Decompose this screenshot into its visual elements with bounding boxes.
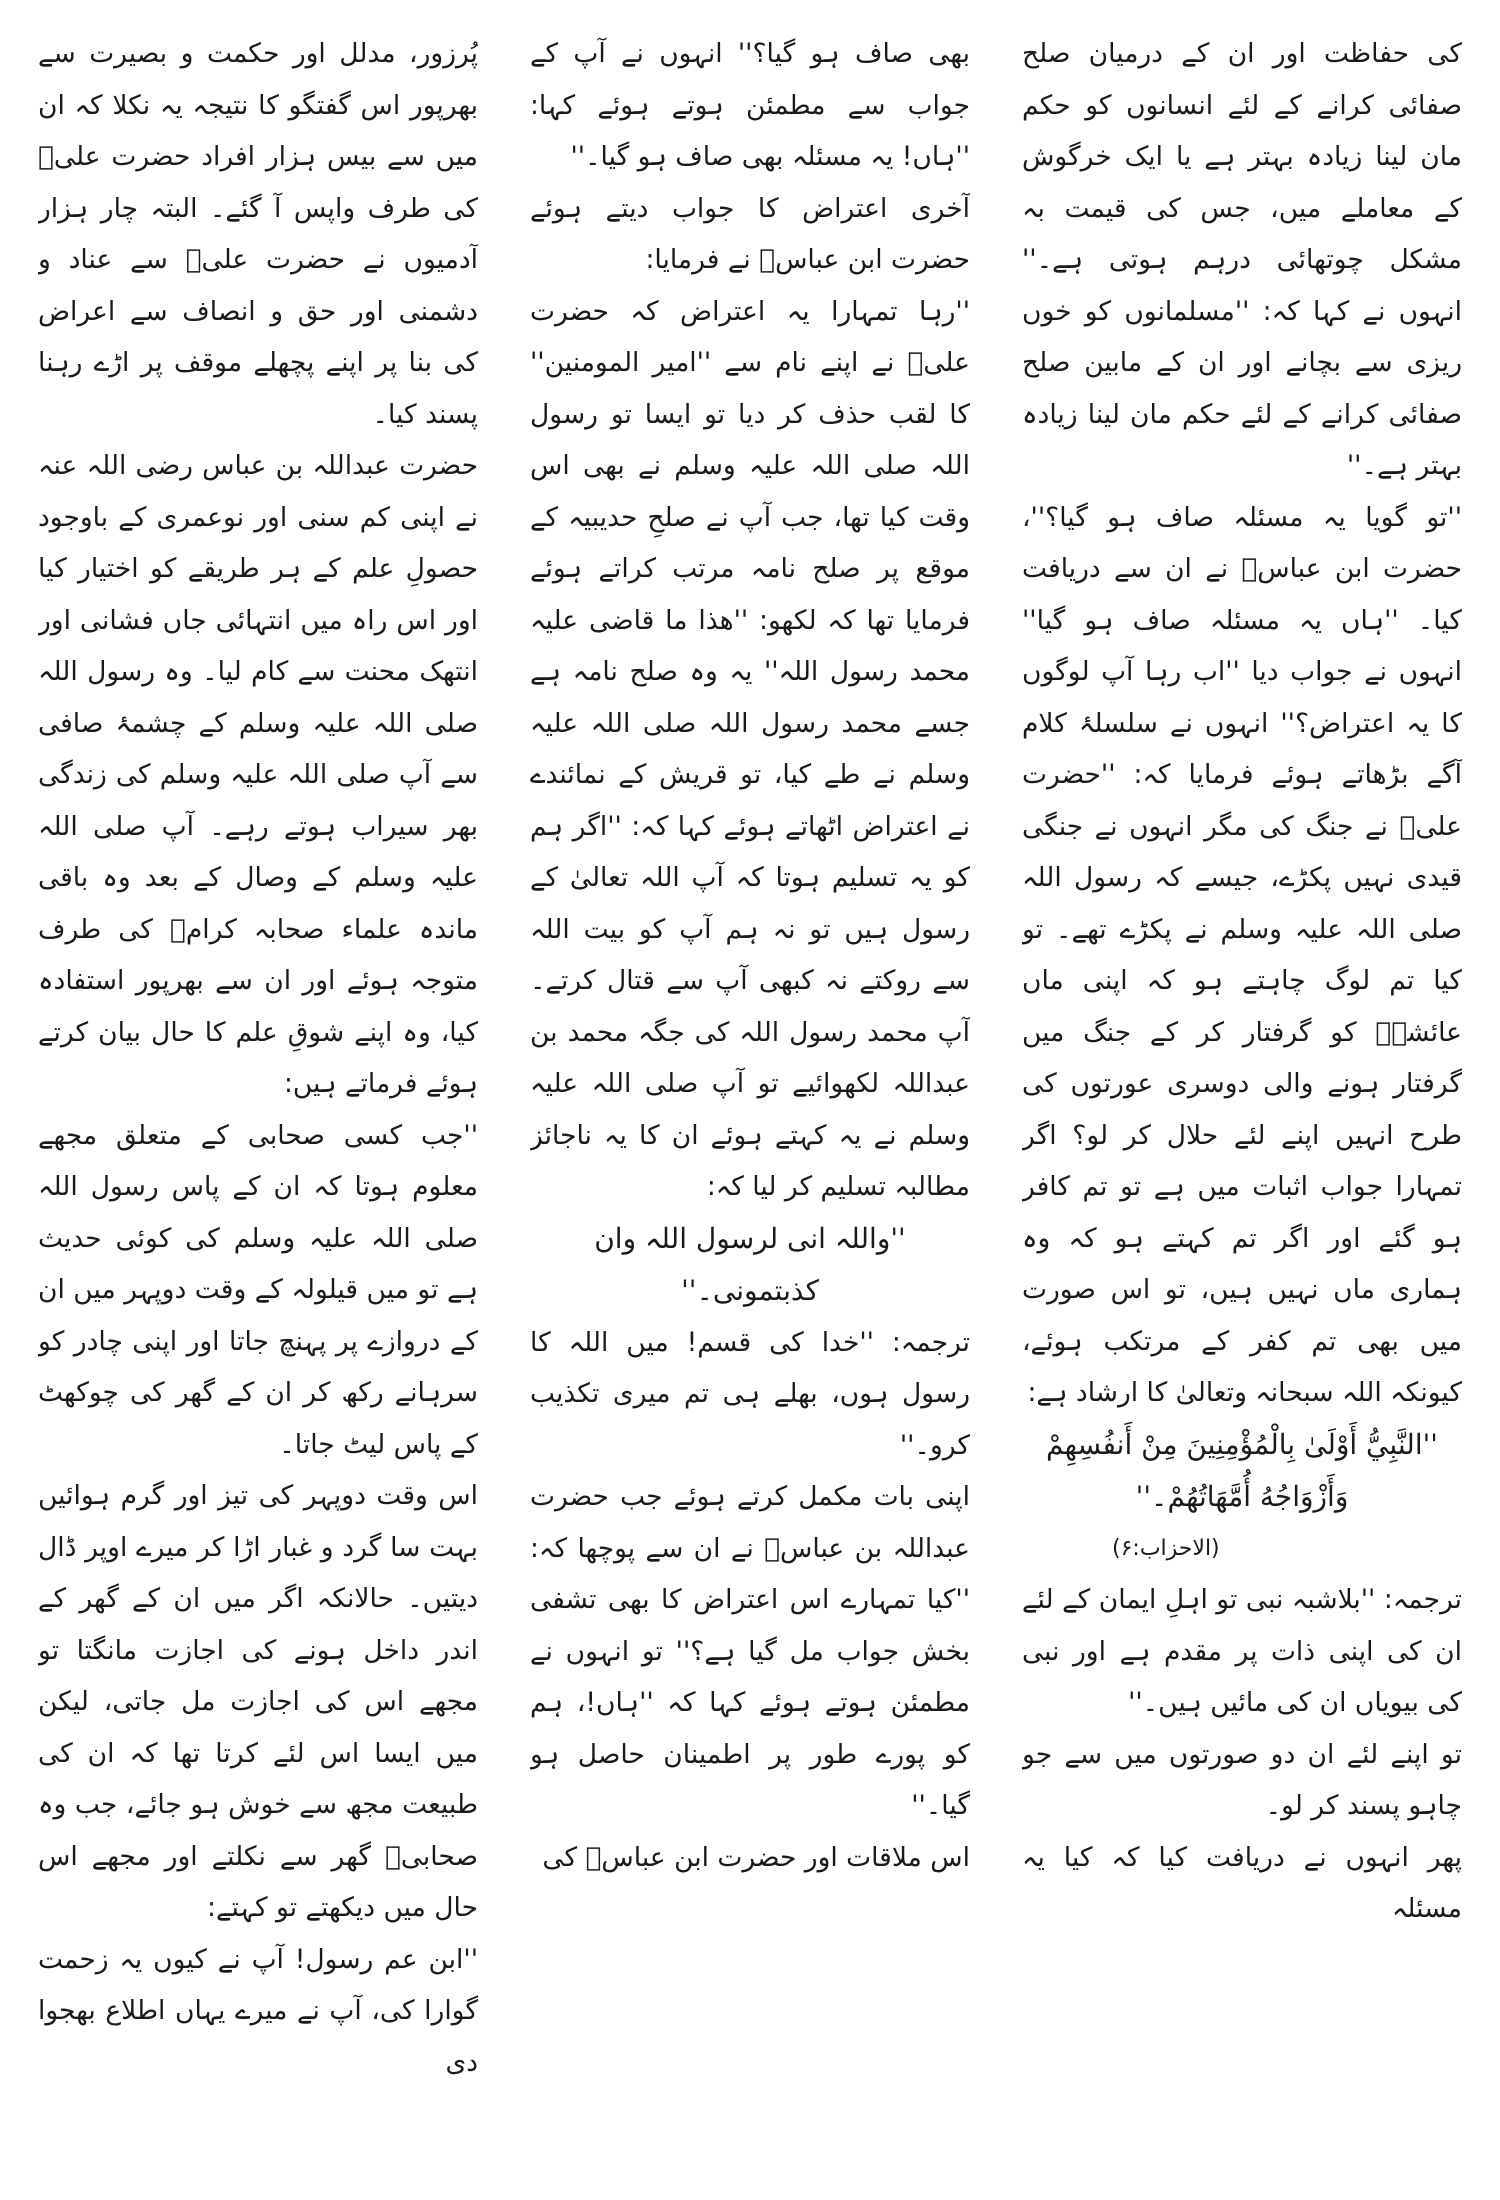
text-column-middle [530, 28, 970, 2178]
text-column-right [1022, 28, 1462, 2178]
quote-reference: (الاحزاب:۶) [1112, 1535, 1220, 1561]
paragraph: ''ابن عم رسول! آپ نے کیوں یہ زحمت گوارا کی، آپ نے میرے یہاں اطلاع بھجوا دی [38, 1943, 478, 2078]
paragraph: آخری اعتراض کا جواب دیتے ہوئے حضرت ابن عباسؓ نے فرمایا: [530, 192, 970, 275]
paragraph: حضرت عبداللہ بن عباس رضی اللہ عنہ نے اپنی کم سنی اور نوعمری کے باوجود حصولِ علم کے ہر طریقے کو اختیار کیا اور اس راہ میں انتہائی جاں فشانی اور انتھک محنت سے کام لیا۔ وہ رسول اللہ صلی اللہ علیہ وسلم کے چشمۂ صافی سے آپ صلی اللہ علیہ وسلم کی زندگی بھر سیراب ہوتے رہے۔ آپ صلی اللہ علیہ وسلم کے وصال کے بعد وہ باقی ماندہ علماء صحابہ کرامؓ کی طرف متوجہ ہوئے اور ان سے بھرپور استفادہ کیا، وہ اپنے شوقِ علم کا حال بیان کرتے ہوئے فرماتے ہیں: [38, 450, 478, 1099]
paragraph: ترجمہ: ''بلاشبہ نبی تو اہلِ ایمان کے لئے ان کی اپنی ذات پر مقدم ہے اور نبی کی بیویاں ان کی مائیں ہیں۔'' [1022, 1584, 1462, 1718]
paragraph: اس وقت دوپہر کی تیز اور گرم ہوائیں بہت سا گرد و غبار اڑا کر میرے اوپر ڈال دیتیں۔ حالانکہ اگر میں ان کے گھر کے اندر داخل ہونے کی اجازت مانگتا تو مجھے اس کی اجازت مل جاتی، لیکن میں ایسا اس لئے کرتا تھا کہ ان کی طبیعت مجھ سے خوش ہو جائے، جب وہ صحابیؓ گھر سے نکلتے اور مجھے اس حال میں دیکھتے تو کہتے: [38, 1480, 478, 1923]
paragraph: بھی صاف ہو گیا؟'' انہوں نے آپ کے جواب سے مطمئن ہوتے ہوئے کہا: ''ہاں! یہ مسئلہ بھی صاف ہو گیا۔'' [530, 38, 970, 172]
quran-quote: ''النَّبِيُّ أَوْلَىٰ بِالْمُؤْمِنِينَ مِنْ أَنفُسِهِمْ وَأَزْوَاجُهُ أُمَّهَاتُهُمْ۔'' [1046, 1427, 1438, 1513]
text-column-left [38, 28, 478, 2178]
paragraph: کی حفاظت اور ان کے درمیان صلح صفائی کرانے کے لئے انسانوں کو حکم مان لینا زیادہ بہتر ہے یا ایک خرگوش کے معاملے میں، جس کی قیمت بہ مشکل چوتھائی درہم ہوتی ہے۔'' انہوں نے کہا کہ: ''مسلمانوں کو خوں ریزی سے بچانے اور ان کے مابین صلح صفائی کرانے کے لئے حکم مان لینا زیادہ بہتر ہے۔'' [1022, 38, 1462, 481]
paragraph: تو اپنے لئے ان دو صورتوں میں سے جو چاہو پسند کر لو۔ [1022, 1738, 1462, 1821]
paragraph: اپنی بات مکمل کرتے ہوئے جب حضرت عبداللہ بن عباسؓ نے ان سے پوچھا کہ: ''کیا تمہارے اس اعتراض کا بھی تشفی بخش جواب مل گیا ہے؟'' تو انہوں نے مطمئن ہوتے ہوئے کہا کہ ''ہاں!، ہم کو پورے طور پر اطمینان حاصل ہو گیا۔'' [530, 1481, 970, 1821]
paragraph: ''رہا تمہارا یہ اعتراض کہ حضرت علیؓ نے اپنے نام سے ''امیر المومنین'' کا لقب حذف کر دیا تو ایسا تو رسول اللہ صلی اللہ علیہ وسلم نے بھی اس وقت کیا تھا، جب آپ نے صلحِ حدیبیہ کے موقع پر صلح نامہ مرتب کراتے ہوئے فرمایا تھا کہ لکھو: ''ھذا ما قاضی علیہ محمد رسول اللہ'' یہ وہ صلح نامہ ہے جسے محمد رسول اللہ صلی اللہ علیہ وسلم نے طے کیا، تو قریش کے نمائندے نے اعتراض اٹھاتے ہوئے کہا کہ: ''اگر ہم کو یہ تسلیم ہوتا کہ آپ اللہ تعالیٰ کے رسول ہیں تو نہ ہم آپ کو بیت اللہ سے روکتے نہ کبھی آپ سے قتال کرتے۔ آپ محمد رسول اللہ کی جگہ محمد بن عبداللہ لکھوائیے تو آپ صلی اللہ علیہ وسلم نے یہ کہتے ہوئے ان کا یہ ناجائز مطالبہ تسلیم کر لیا کہ: [530, 295, 970, 1202]
paragraph: اس ملاقات اور حضرت ابن عباسؓ کی [542, 1841, 970, 1873]
paragraph: پھر انہوں نے دریافت کیا کہ کیا یہ مسئلہ [1022, 1841, 1462, 1924]
paragraph: ''جب کسی صحابی کے متعلق مجھے معلوم ہوتا کہ ان کے پاس رسول اللہ صلی اللہ علیہ وسلم کی کوئی حدیث ہے تو میں قیلولہ کے وقت دوپہر میں ان کے دروازے پر پہنچ جاتا اور اپنی چادر کو سرہانے رکھ کر ان کے گھر کی چوکھٹ کے پاس لیٹ جاتا۔ [38, 1119, 478, 1460]
hadith-quote: ''واللہ انی لرسول اللہ وان کذبتمونی۔'' [594, 1221, 906, 1307]
paragraph: پُرزور، مدلل اور حکمت و بصیرت سے بھرپور اس گفتگو کا نتیجہ یہ نکلا کہ ان میں سے بیس ہزار افراد حضرت علیؓ کی طرف واپس آ گئے۔ البتہ چار ہزار آدمیوں نے حضرت علیؓ سے عناد و دشمنی اور حق و انصاف سے اعراض کی بنا پر اپنے پچھلے موقف پر اڑے رہنا پسند کیا۔ [38, 38, 478, 430]
paragraph: ترجمہ: ''خدا کی قسم! میں اللہ کا رسول ہوں، بھلے ہی تم میری تکذیب کرو۔'' [530, 1326, 970, 1461]
paragraph: ''تو گویا یہ مسئلہ صاف ہو گیا؟''، حضرت ابن عباسؓ نے ان سے دریافت کیا۔ ''ہاں یہ مسئلہ صاف ہو گیا'' انہوں نے جواب دیا ''اب رہا آپ لوگوں کا یہ اعتراض؟'' انہوں نے سلسلۂ کلام آگے بڑھاتے ہوئے فرمایا کہ: ''حضرت علیؓ نے جنگ کی مگر انہوں نے جنگی قیدی نہیں پکڑے، جیسے کہ رسول اللہ صلی اللہ علیہ وسلم نے پکڑے تھے۔ تو کیا تم لوگ چاہتے ہو کہ اپنی ماں عائشہؓ کو گرفتار کر کے جنگ میں گرفتار ہونے والی دوسری عورتوں کی طرح انہیں اپنے لئے حلال کر لو؟ اگر تمہارا جواب اثبات میں ہے تو تم کافر ہو گئے اور اگر تم کہتے ہو کہ وہ ہماری ماں نہیں ہیں، تو اس صورت میں بھی تم کفر کے مرتکب ہوئے، کیونکہ اللہ سبحانہ وتعالیٰ کا ارشاد ہے: [1022, 501, 1462, 1408]
